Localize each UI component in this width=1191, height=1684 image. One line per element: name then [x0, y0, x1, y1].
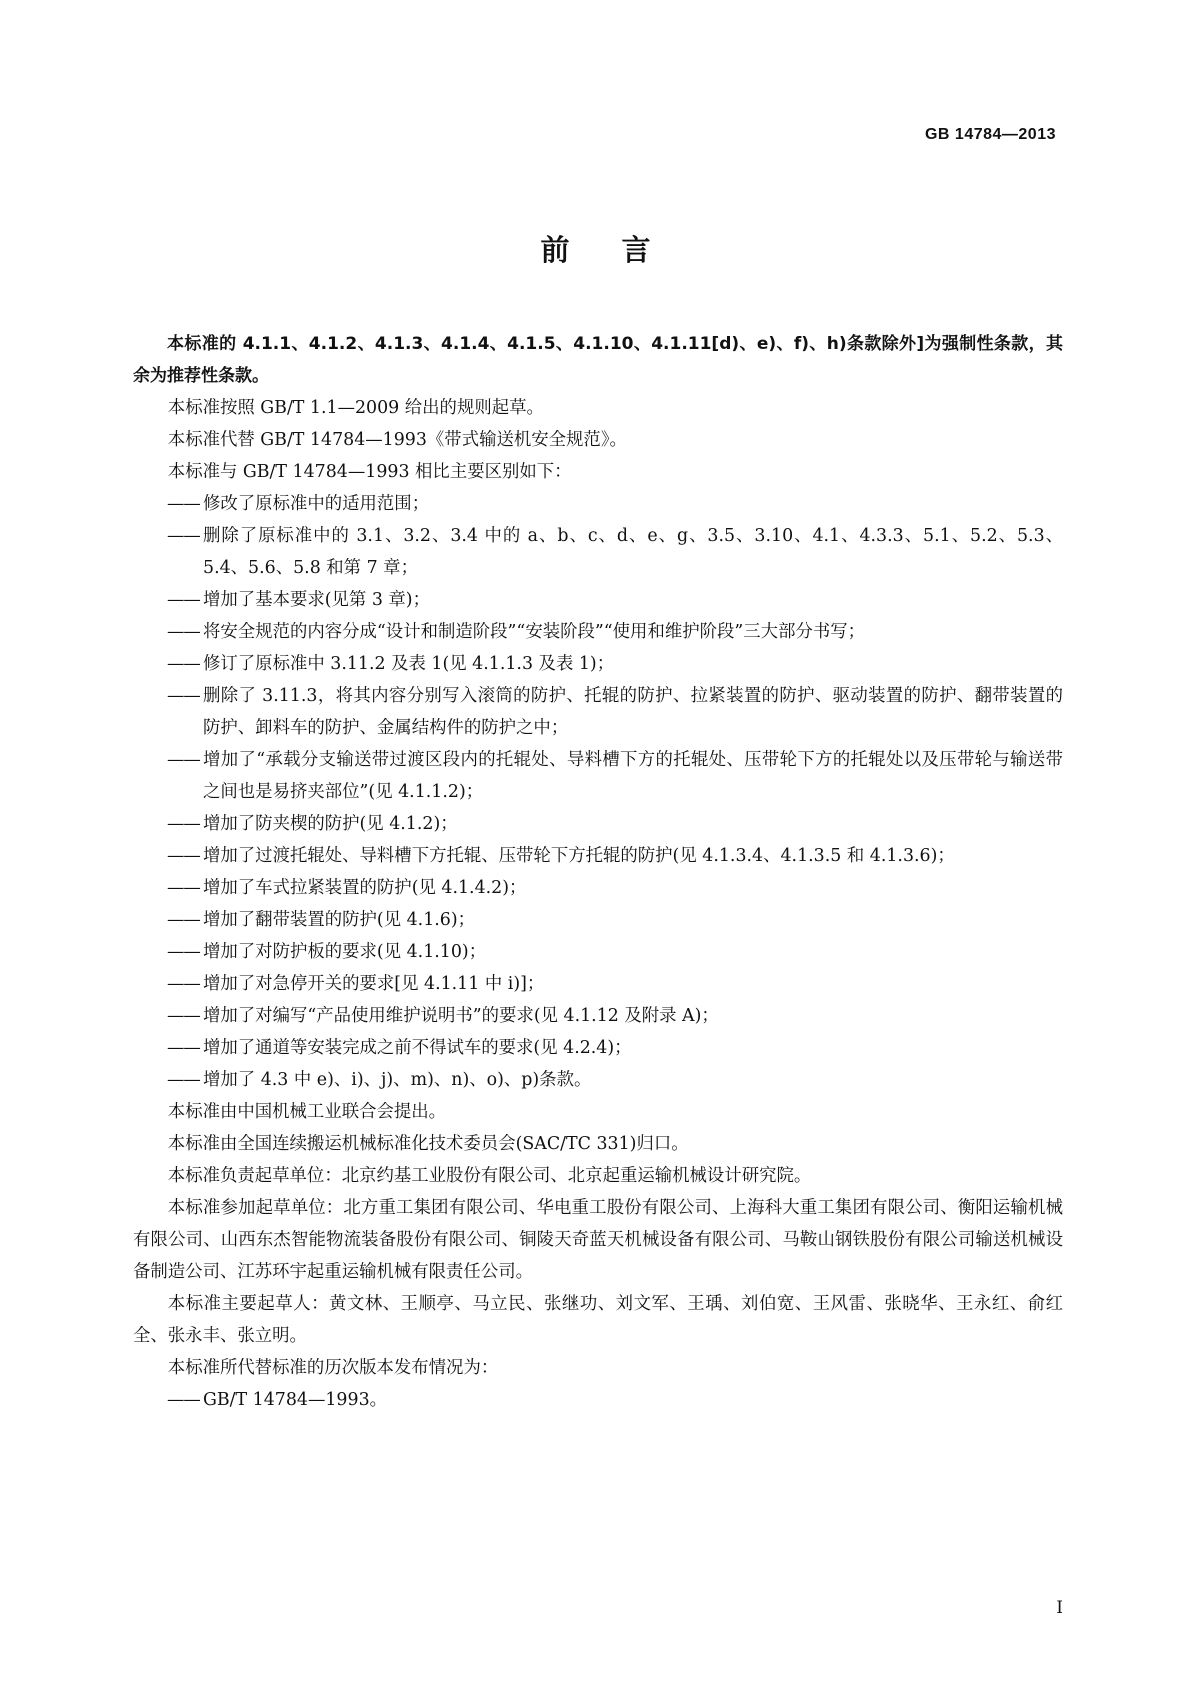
dash-marker: —— [167, 1070, 200, 1090]
responsible-drafters-paragraph: 本标准负责起草单位：北京约基工业股份有限公司、北京起重运输机械设计研究院。 [167, 1166, 812, 1186]
list-item: —— 删除了原标准中的 3.1、3.2、3.4 中的 a、b、c、d、e、g、3.5、3.10、4.1、4.3.3、5.1、5.2、5.3、5.4、5.6、5.8 和第 7 章； [167, 520, 1063, 584]
replaces-paragraph: 本标准代替 GB/T 14784—1993《带式输送机安全规范》。 [167, 430, 627, 450]
list-item: —— 增加了防夹楔的防护(见 4.1.2)； [167, 808, 1063, 840]
list-item: —— 将安全规范的内容分成“设计和制造阶段”“安装阶段”“使用和维护阶段”三大部分书写； [167, 616, 1063, 648]
drafting-rules-paragraph: 本标准按照 GB/T 1.1—2009 给出的规则起草。 [167, 398, 544, 418]
previous-versions-list [133, 1384, 1063, 1416]
dash-marker: —— [167, 1006, 200, 1026]
dash-marker: —— [167, 494, 200, 514]
list-item: —— 增加了对编写“产品使用维护说明书”的要求(见 4.1.12 及附录 A)； [167, 1000, 1063, 1032]
page-title: 前言 [540, 233, 703, 267]
list-item: —— 增加了对急停开关的要求[见 4.1.11 中 i)]； [167, 968, 1063, 1000]
list-item: —— 增加了过渡托辊处、导料槽下方托辊、压带轮下方托辊的防护(见 4.1.3.4、4.1.3.5 和 4.1.3.6)； [167, 840, 1063, 872]
mandatory-clauses-paragraph: 本标准的 4.1.1、4.1.2、4.1.3、4.1.4、4.1.5、4.1.10、4.1.11[d)、e)、f)、h)条款除外]为强制性条款，其余为推荐性条款。 [133, 334, 1063, 386]
dash-marker: —— [167, 942, 200, 962]
main-drafters-paragraph: 本标准主要起草人：黄文林、王顺亭、马立民、张继功、刘文军、王瑀、刘伯宽、王风雷、张晓华、王永红、俞红全、张永丰、张立明。 [133, 1294, 1063, 1346]
list-item: —— 增加了翻带装置的防护(见 4.1.6)； [167, 904, 1063, 936]
list-item: —— 增加了 4.3 中 e)、i)、j)、m)、n)、o)、p)条款。 [167, 1064, 1063, 1096]
main-changes-intro: 本标准与 GB/T 14784—1993 相比主要区别如下： [167, 462, 572, 482]
centralized-by-paragraph: 本标准由全国连续搬运机械标准化技术委员会(SAC/TC 331)归口。 [167, 1134, 689, 1154]
changes-list [133, 488, 1063, 1096]
foreword-body [133, 328, 1063, 1416]
dash-marker: —— [167, 814, 200, 834]
dash-marker: —— [167, 846, 200, 866]
list-item: —— 删除了 3.11.3，将其内容分别写入滚筒的防护、托辊的防护、拉紧装置的防护、驱动装置的防护、翻带装置的防护、卸料车的防护、金属结构件的防护之中； [167, 680, 1063, 744]
dash-marker: —— [167, 686, 200, 706]
page-number: I [1056, 1598, 1063, 1618]
dash-marker: —— [167, 622, 200, 642]
standard-code-header: GB 14784—2013 [924, 126, 1056, 143]
previous-versions-intro: 本标准所代替标准的历次版本发布情况为： [167, 1358, 499, 1378]
list-item: —— 修改了原标准中的适用范围； [167, 488, 1063, 520]
dash-marker: —— [167, 974, 200, 994]
list-item: —— 修订了原标准中 3.11.2 及表 1(见 4.1.1.3 及表 1)； [167, 648, 1063, 680]
dash-marker: —— [167, 878, 200, 898]
dash-marker: —— [167, 1038, 200, 1058]
list-item: —— 增加了“承载分支输送带过渡区段内的托辊处、导料槽下方的托辊处、压带轮下方的托辊处以及压带轮与输送带之间也是易挤夹部位”(见 4.1.1.2)； [167, 744, 1063, 808]
list-item: —— GB/T 14784—1993。 [167, 1384, 1063, 1416]
list-item: —— 增加了通道等安装完成之前不得试车的要求(见 4.2.4)； [167, 1032, 1063, 1064]
participating-drafters-paragraph: 本标准参加起草单位：北方重工集团有限公司、华电重工股份有限公司、上海科大重工集团有限公司、衡阳运输机械有限公司、山西东杰智能物流装备股份有限公司、铜陵天奇蓝天机械设备有限公司、马鞍山钢铁股份有限公司输送机械设备制造公司、江苏环宇起重运输机械有限责任公司。 [133, 1198, 1063, 1282]
dash-marker: —— [167, 910, 200, 930]
dash-marker: —— [167, 750, 200, 770]
proposed-by-paragraph: 本标准由中国机械工业联合会提出。 [167, 1102, 447, 1122]
dash-marker: —— [167, 1390, 200, 1410]
dash-marker: —— [167, 590, 200, 610]
list-item: —— 增加了车式拉紧装置的防护(见 4.1.4.2)； [167, 872, 1063, 904]
list-item: —— 增加了对防护板的要求(见 4.1.10)； [167, 936, 1063, 968]
dash-marker: —— [167, 654, 200, 674]
list-item: —— 增加了基本要求(见第 3 章)； [167, 584, 1063, 616]
dash-marker: —— [167, 526, 200, 546]
